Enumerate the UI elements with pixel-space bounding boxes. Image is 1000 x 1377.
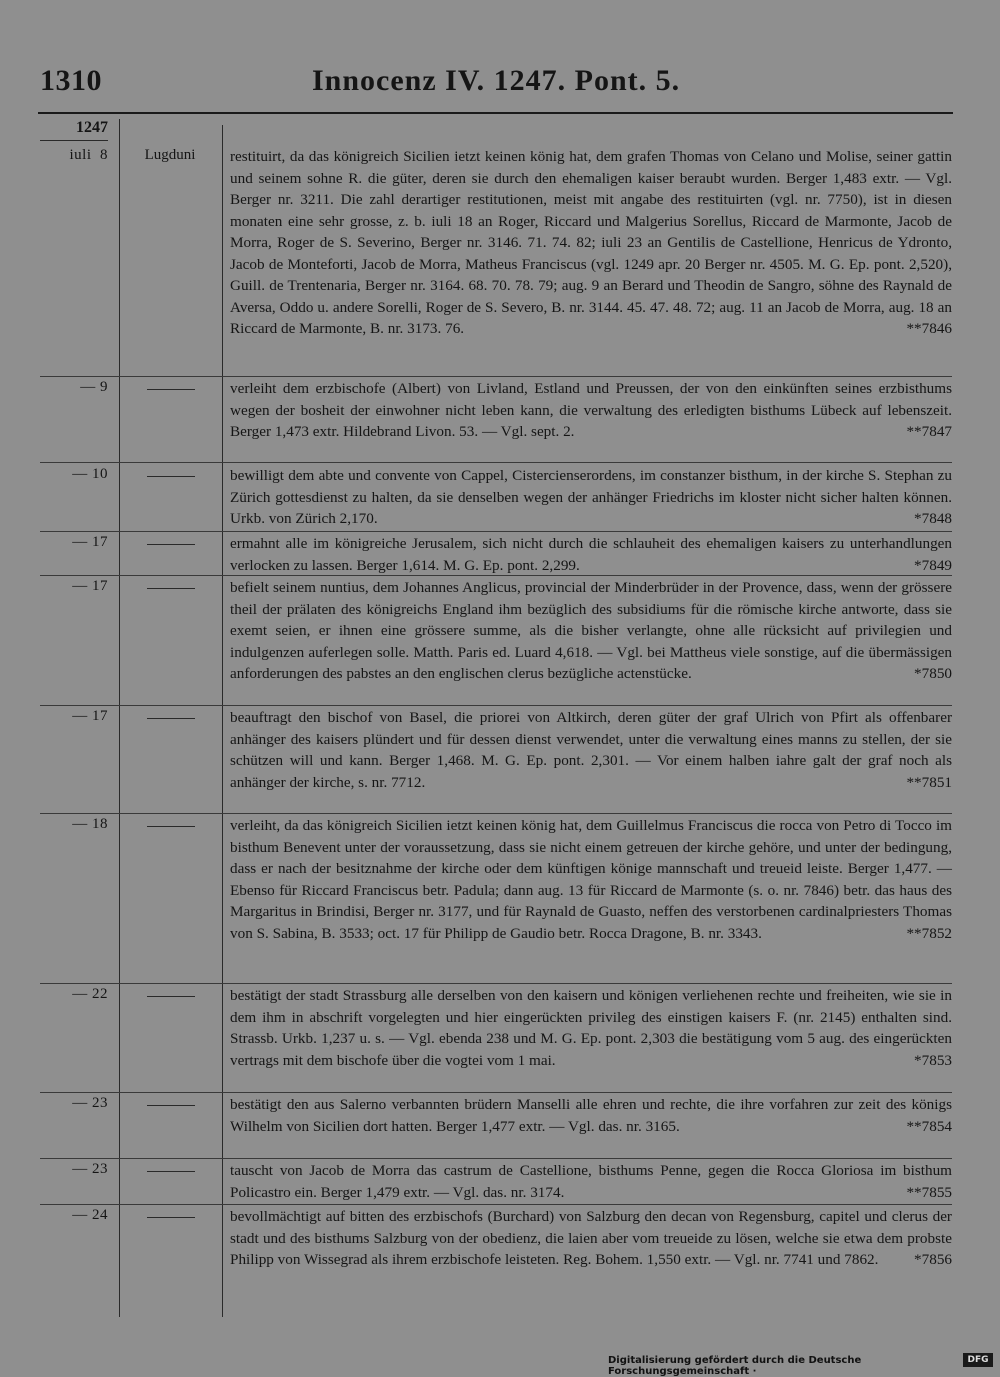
regest-number: *7848 — [914, 510, 952, 527]
entry-text — [230, 1094, 952, 1137]
entry-date: — 24 — [72, 1207, 108, 1223]
regest-number: *7853 — [914, 1051, 952, 1069]
entry-separator — [40, 376, 952, 377]
regest-text: bestätigt den aus Salerno verbannten brüdern Manselli alle ehren und rechte, die ihre vorfahren zur zeit des königs Wilhelm von Sicilien dort hatten. Berger 1,477 extr. — Vgl. das. nr. 3165. — [230, 1096, 952, 1135]
ditto-dash — [147, 389, 195, 390]
regest-text: beauftragt den bischof von Basel, die priorei von Altkirch, deren güter der graf Ulrich von Pfirt als offenbarer anhänger des kaisers plündert und für dessen dienst verwendet, unter die verwaltung eines manns zu stellen, der sie schützen will und kann. Berger 1,468. M. G. Ep. pont. 2,301. — Vor einem halben iahre galt der graf noch als anhänger der kirche, s. nr. 7712. — [230, 709, 952, 791]
regest-text: bevollmächtigt auf bitten des erzbischofs (Burchard) von Salzburg den decan von Regensburg, capitel und clerus der stadt und des bisthums Salzburg von der obedienz, die laien aber vom treueide zu lösen, welche sie etwa dem probste Philipp von Wissegrad als ihrem erzbischofe leisteten. Reg. Bohem. 1,550 extr. — Vgl. nr. 7741 und 7862. — [230, 1208, 952, 1268]
regest-text: restituirt, da das königreich Sicilien ietzt keinen könig hat, dem grafen Thomas von Celano und Molise, seiner gattin und seinem sohne R. die güter, deren sie durch den ehemaligen kaiser beraubt wurden. Berger 1,483 extr. — Vgl. Berger nr. 3211. Die zahl derartiger restitutionen, meist mit angabe des restituirten (vgl. nr. 7750), ist in diesen monaten eine sehr grosse, z. b. iuli 18 an Roger, Riccard und Malgerius Sorellus, Riccard de Marmonte, Jacob de Morra, Roger de S. Severino, Berger nr. 3146. 71. 74. 82; iuli 23 an Gentilis de Castellione, Henricus de Ydronto, Jacob de Monteforti, Jacob de Morra, Matheus Franciscus (vgl. 1249 apr. 20 Berger nr. 4505. M. G. Ep. pont. 2,520), Guill. de Trentenaria, Berger nr. 3164. 68. 70. 78. 79; aug. 9 an Berard und Theodin de Sangro, söhne des Raynald de Aversa, Oddo u. andere Sorelli, Roger de S. Severo, B. nr. 3144. 45. 47. 48. 72; aug. 11 an Jacob de Morra, aug. 18 an Riccard de Marmonte, B. nr. 3173. 76. — [230, 148, 952, 337]
entry-separator — [40, 1158, 952, 1159]
column-rule-date — [119, 119, 120, 1317]
ditto-dash — [147, 1171, 195, 1172]
entry-date: — 17 — [72, 578, 108, 594]
ditto-dash — [147, 1217, 195, 1218]
column-rule-place — [222, 125, 223, 1317]
ditto-dash — [147, 544, 195, 545]
regest-text: tauscht von Jacob de Morra das castrum de Castellione, bisthums Penne, gegen die Rocca Gloriosa im bisthum Policastro ein. Berger 1,479 extr. — Vgl. das. nr. 3174. — [230, 1162, 952, 1201]
entry-text — [230, 815, 952, 944]
running-title: Innocenz IV. 1247. Pont. 5. — [312, 64, 681, 97]
year-heading: 1247 — [76, 119, 108, 136]
dfg-logo: DFG — [963, 1353, 993, 1367]
regest-text: verleiht, da das königreich Sicilien ietzt keinen könig hat, dem Guillelmus Franciscus die rocca von Petro di Tocco im bisthum Benevent unter der voraussetzung, dass sie nicht einem getreuen der kirche gehöre, und unter der bedingung, dass er nach der besitznahme der kirche oder dem künftigen könige mannschaft und treueid leiste. Berger 1,477. — Ebenso für Riccard Franciscus betr. Padula; dann aug. 13 für Riccard de Marmonte (s. o. nr. 7846) betr. das haus des Margaritus in Brindisi, Berger nr. 3177, und für Raynald de Guasto, neffen des verstorbenen cardinalpriesters Thomas von S. Sabina, B. 3533; oct. 17 für Philipp de Gaudio betr. Rocca Dragone, B. nr. 3343. — [230, 817, 952, 942]
entry-date: — 23 — [72, 1095, 108, 1111]
entry-text — [230, 378, 952, 443]
regest-number: **7852 — [906, 924, 952, 942]
regest-text: verleiht dem erzbischofe (Albert) von Livland, Estland und Preussen, der von den einkünften seines erzbisthums wegen der bosheit der einwohner nicht leben kann, die verwaltung des erledigten bisthums Lübeck auf lebenszeit. Berger 1,473 extr. Hildebrand Livon. 53. — Vgl. sept. 2. — [230, 380, 952, 440]
entry-text — [230, 533, 952, 576]
entry-date: iuli 8 — [69, 147, 108, 163]
entry-text — [230, 1160, 952, 1203]
ditto-dash — [147, 826, 195, 827]
entry-text — [230, 707, 952, 793]
entry-text — [230, 465, 952, 530]
entry-date: — 22 — [72, 986, 108, 1002]
regest-number: *7856 — [914, 1251, 952, 1268]
entry-separator — [40, 462, 952, 463]
ditto-dash — [147, 996, 195, 997]
entry-text — [230, 146, 952, 340]
entry-text — [230, 1206, 952, 1271]
regest-number: **7855 — [906, 1183, 952, 1201]
entry-text — [230, 985, 952, 1071]
regest-text: bewilligt dem abte und convente von Cappel, Cistercienserordens, im constanzer bisthum, in der kirche S. Stephan zu Zürich gottesdienst zu halten, da sie denselben wegen der anhänger Friedrichs im kloster nicht sicher halten können. Urkb. von Zürich 2,170. — [230, 467, 952, 527]
entry-separator — [40, 575, 952, 576]
entry-text — [230, 577, 952, 685]
header-rule — [38, 112, 953, 114]
entry-place: Lugduni — [144, 147, 196, 163]
entry-separator — [40, 813, 952, 814]
regest-number: **7851 — [906, 773, 952, 791]
regest-number: *7849 — [914, 556, 952, 574]
entry-date: — 17 — [72, 708, 108, 724]
entry-separator — [40, 705, 952, 706]
regest-text: befielt seinem nuntius, dem Johannes Anglicus, provincial der Minderbrüder in der Provence, dass, wenn der grössere theil der prälaten des königreichs England ihm bezüglich des subsidiums für die römische kirche antworte, dass sie exemt seien, er ihnen eine grössere summe, als die bisher verlangte, ohne alle rücksicht auf privilegien und indulgenzen auferlegen solle. Matth. Paris ed. Luard 4,618. — Vgl. bei Mattheus viele sonstige, auf die übermässigen anforderungen des pabstes an den englischen clerus bezügliche actenstücke. — [230, 579, 952, 682]
entry-date: — 23 — [72, 1161, 108, 1177]
page-number: 1310 — [40, 64, 102, 97]
entry-separator — [40, 1092, 952, 1093]
regest-number: **7847 — [906, 423, 952, 440]
regest-text: ermahnt alle im königreiche Jerusalem, sich nicht durch die schlauheit des ehemaligen kaisers zu unterhandlungen verlocken zu lassen. Berger 1,614. M. G. Ep. pont. 2,299. — [230, 535, 952, 574]
entry-separator — [40, 983, 952, 984]
entry-separator — [40, 531, 952, 532]
regest-number: **7854 — [906, 1117, 952, 1135]
regest-text: bestätigt der stadt Strassburg alle derselben von den kaisern und königen verliehenen rechte und freiheiten, wie sie in dem ihm in abschrift vorgelegten und hier eingerückten privileg des einstigen kaisers F. (nr. 2145) enthalten sind. Strassb. Urkb. 1,237 u. s. — Vgl. ebenda 238 und M. G. Ep. pont. 2,303 die bestätigung vom 5 aug. des eingerückten vertrags mit dem bischofe über die vogtei vom 1 mai. — [230, 987, 952, 1069]
entry-date: — 9 — [80, 379, 108, 395]
entry-date: — 17 — [72, 534, 108, 550]
entry-separator — [40, 1204, 952, 1205]
footer-credit: Digitalisierung gefördert durch die Deutsche Forschungsgemeinschaft · — [608, 1355, 862, 1377]
regest-number: *7850 — [914, 665, 952, 682]
ditto-dash — [147, 476, 195, 477]
ditto-dash — [147, 1105, 195, 1106]
regest-number: **7846 — [906, 320, 952, 337]
ditto-dash — [147, 718, 195, 719]
ditto-dash — [147, 588, 195, 589]
entry-date: — 18 — [72, 816, 108, 832]
entry-date: — 10 — [72, 466, 108, 482]
year-rule — [40, 140, 108, 141]
